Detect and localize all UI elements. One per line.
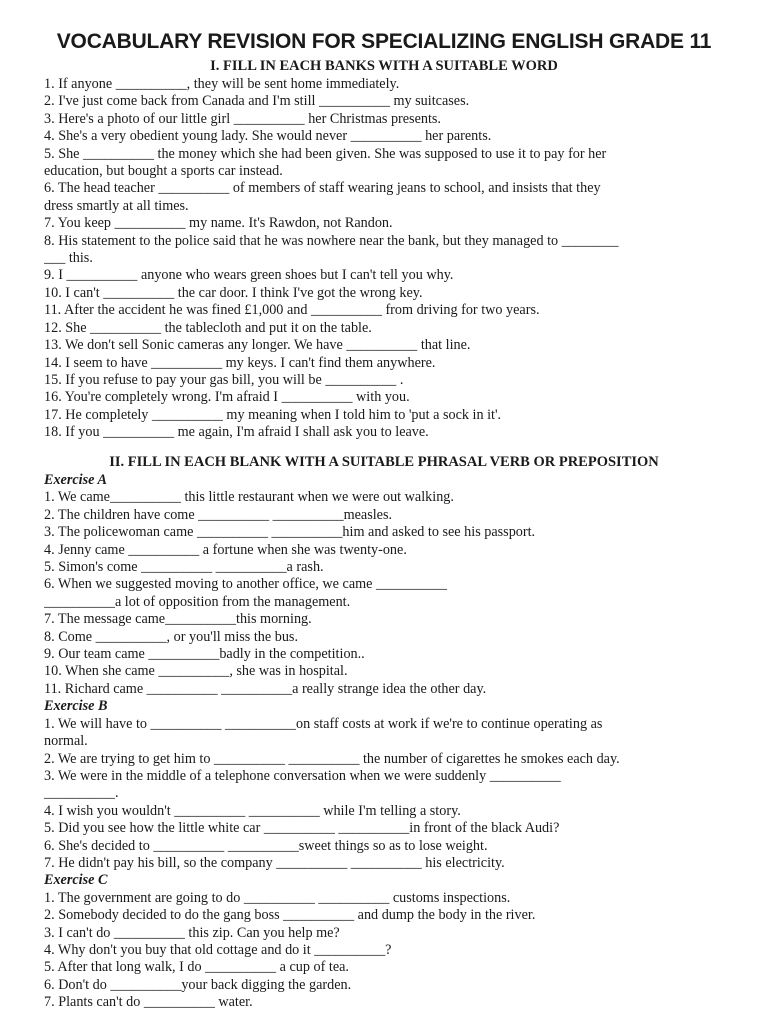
exercise-line: 4. Jenny came __________ a fortune when she was twenty-one. <box>44 541 407 558</box>
exercise-line: 2. I've just come back from Canada and I'm still __________ my suitcases. <box>44 93 470 110</box>
page-title: VOCABULARY REVISION FOR SPECIALIZING ENGLISH GRADE 11 <box>56 30 712 53</box>
exercise-line: 17. He completely __________ my meaning when I told him to 'put a sock in it'. <box>44 406 502 423</box>
exercise-line: 5. After that long walk, I do __________ a cup of tea. <box>44 959 349 976</box>
exercise-line: 6. The head teacher __________ of members of staff wearing jeans to school, and insists that they <box>44 180 601 197</box>
exercise-line: 10. I can't __________ the car door. I think I've got the wrong key. <box>44 284 423 301</box>
exercise-line: 4. She's a very obedient young lady. She would never __________ her parents. <box>44 128 492 145</box>
exercise-line: 6. When we suggested moving to another office, we came __________ <box>44 576 447 593</box>
exercise-line: 4. Why don't you buy that old cottage and do it __________? <box>44 941 392 958</box>
exercise-line: 1. We will have to __________ __________on staff costs at work if we're to continue operating as <box>44 715 603 732</box>
exercise-line: 1. We came__________ this little restaurant when we were out walking. <box>44 489 454 506</box>
exercise-line: 5. Simon's come __________ __________a rash. <box>44 559 324 576</box>
exercise-line: 15. If you refuse to pay your gas bill, you will be __________ . <box>44 371 404 388</box>
exercise-line: 7. Plants can't do __________ water. <box>44 994 253 1011</box>
exercise-line: 4. I wish you wouldn't __________ __________ while I'm telling a story. <box>44 802 461 819</box>
exercise-label: Exercise B <box>44 698 108 715</box>
exercise-line: 3. I can't do __________ this zip. Can you help me? <box>44 924 340 941</box>
exercise-line: __________. <box>44 785 119 802</box>
section1-list <box>44 76 734 442</box>
exercise-line: 6. She's decided to __________ __________sweet things so as to lose weight. <box>44 837 488 854</box>
exercise-line: 10. When she came __________, she was in hospital. <box>44 663 348 680</box>
exercise-line: 9. Our team came __________badly in the competition.. <box>44 646 365 663</box>
exercise-line: 9. I __________ anyone who wears green shoes but I can't tell you why. <box>44 267 454 284</box>
exercise-label: Exercise A <box>44 472 107 488</box>
exercise-line: 3. We were in the middle of a telephone conversation when we were suddenly __________ <box>44 767 561 784</box>
exercise-line: 1. The government are going to do __________ __________ customs inspections. <box>44 889 511 906</box>
exercise-line: 7. He didn't pay his bill, so the company __________ __________ his electricity. <box>44 854 505 871</box>
exercise-line: 1. If anyone __________, they will be sent home immediately. <box>44 76 400 92</box>
exercise-line: 11. Richard came __________ __________a really strange idea the other day. <box>44 680 487 697</box>
exercise-line: 2. The children have come __________ __________measles. <box>44 506 393 523</box>
section2-heading: II. FILL IN EACH BLANK WITH A SUITABLE PHRASAL VERB OR PREPOSITION <box>109 454 659 470</box>
exercise-line: 3. The policewoman came __________ __________him and asked to see his passport. <box>44 524 536 541</box>
section1-heading: I. FILL IN EACH BANKS WITH A SUITABLE WORD <box>210 58 558 74</box>
exercise-line: 12. She __________ the tablecloth and put it on the table. <box>44 319 372 336</box>
exercise-line: 11. After the accident he was fined £1,000 and __________ from driving for two years. <box>44 302 540 319</box>
exercise-line: 5. She __________ the money which she had been given. She was supposed to use it to pay for her <box>44 145 607 162</box>
exercise-line: 7. The message came__________this morning. <box>44 611 312 628</box>
exercise-line: 6. Don't do __________your back digging the garden. <box>44 976 352 993</box>
exercise-line: __________a lot of opposition from the management. <box>44 593 351 610</box>
exercise-line: ___ this. <box>44 250 93 267</box>
exercise-line: 2. We are trying to get him to __________ __________ the number of cigarettes he smokes each day. <box>44 750 620 767</box>
exercise-line: 7. You keep __________ my name. It's Rawdon, not Randon. <box>44 215 393 232</box>
exercise-line: normal. <box>44 733 88 750</box>
exercise-line: 18. If you __________ me again, I'm afraid I shall ask you to leave. <box>44 424 429 441</box>
exercise-line: 8. His statement to the police said that he was nowhere near the bank, but they managed to ________ <box>44 232 619 249</box>
exercise-line: 2. Somebody decided to do the gang boss __________ and dump the body in the river. <box>44 907 536 924</box>
exercise-line: 13. We don't sell Sonic cameras any longer. We have __________ that line. <box>44 337 471 354</box>
exercise-label: Exercise C <box>44 872 108 889</box>
exercise-line: 5. Did you see how the little white car __________ __________in front of the black Audi? <box>44 820 560 837</box>
exercise-line: 3. Here's a photo of our little girl __________ her Christmas presents. <box>44 110 441 127</box>
exercise-line: education, but bought a sports car instead. <box>44 163 283 180</box>
exercise-line: 14. I seem to have __________ my keys. I can't find them anywhere. <box>44 354 436 371</box>
exercise-line: 16. You're completely wrong. I'm afraid I __________ with you. <box>44 389 410 406</box>
exercise-line: dress smartly at all times. <box>44 197 189 214</box>
exercise-line: 8. Come __________, or you'll miss the bus. <box>44 628 298 645</box>
section2-list <box>44 472 734 1012</box>
